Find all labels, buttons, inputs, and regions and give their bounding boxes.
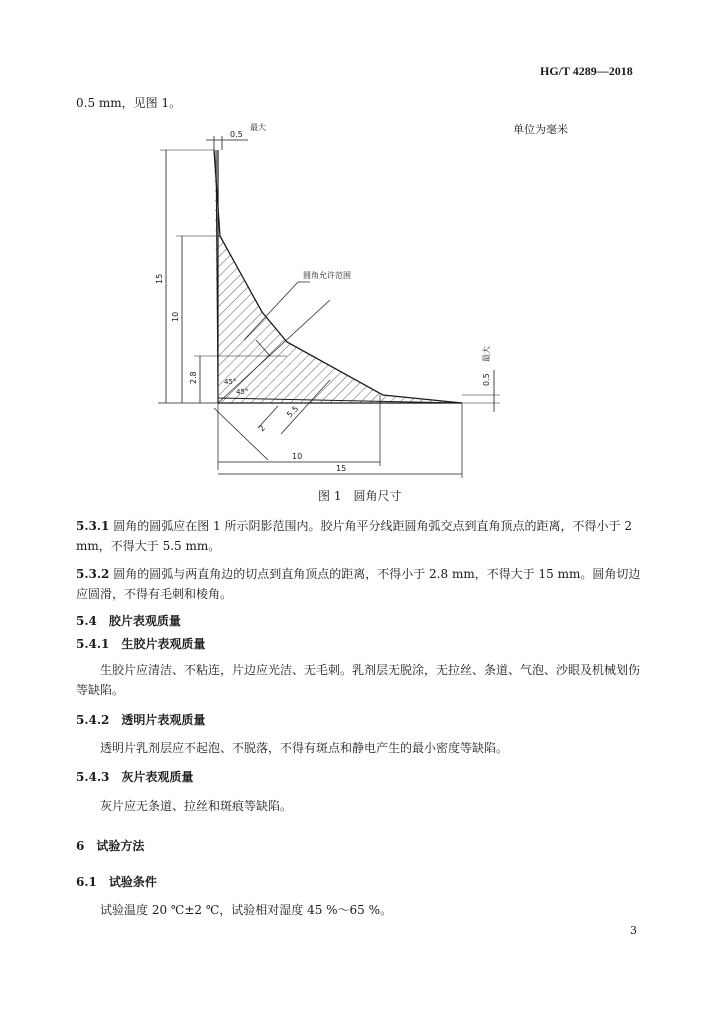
label-top-max: 最大 <box>250 123 266 132</box>
label-region: 圆角允许范围 <box>303 271 351 280</box>
heading-6: 6 试验方法 <box>76 839 145 853</box>
label-h10: 10 <box>171 311 180 322</box>
text-6-1: 试验温度 20 ℃±2 ℃，试验相对湿度 45 %～65 %。 <box>100 903 393 917</box>
text-5-4-1: 生胶片应清洁、不粘连，片边应光洁、无毛刺。乳剂层无脱涂，无拉丝、条道、气泡、沙眼及机械划伤等缺陷。 <box>76 663 641 697</box>
heading-5-4-3: 5.4.3 灰片表观质量 <box>76 770 194 784</box>
section-num-5-3-2: 5.3.2 <box>76 567 110 581</box>
heading-5-4-1: 5.4.1 生胶片表观质量 <box>76 637 206 651</box>
page-number: 3 <box>630 924 637 937</box>
label-h15: 15 <box>155 273 164 284</box>
unit-note: 单位为毫米 <box>513 123 568 136</box>
heading-6-1: 6.1 试验条件 <box>76 875 157 889</box>
section-5-3-1 <box>76 516 648 556</box>
document-code: HG/T 4289—2018 <box>540 64 633 78</box>
section-num-5-3-1: 5.3.1 <box>76 519 110 533</box>
section-5-3-2 <box>76 564 648 604</box>
label-angle-2: 45° <box>236 388 249 396</box>
heading-5-4: 5.4 胶片表观质量 <box>76 614 181 628</box>
intro-line: 0.5 mm，见图 1。 <box>76 96 182 110</box>
label-w10: 10 <box>292 452 303 461</box>
section-text-5-3-1: 圆角的圆弧应在图 1 所示阴影范围内。胶片角平分线距圆角弧交点到直角顶点的距离，不得小于 2 mm，不得大于 5.5 mm。 <box>76 519 632 553</box>
label-top-dim: 0.5 <box>230 130 243 139</box>
label-right-max: 最大 <box>482 346 491 362</box>
label-right-dim: 0.5 <box>482 373 491 386</box>
label-d2: 2 <box>257 423 268 434</box>
figure-caption: 图 1 圆角尺寸 <box>318 489 402 503</box>
label-w15: 15 <box>336 464 347 473</box>
text-5-4-2: 透明片乳剂层应不起泡、不脱落，不得有斑点和静电产生的最小密度等缺陷。 <box>100 741 509 755</box>
figure-rounded-corner-diagram <box>0 0 725 500</box>
text-5-4-3: 灰片应无条道、拉丝和斑痕等缺陷。 <box>100 799 293 813</box>
heading-5-4-2: 5.4.2 透明片表观质量 <box>76 713 206 727</box>
label-d5-5: 5.5 <box>285 404 301 420</box>
label-h2-8: 2.8 <box>189 371 198 384</box>
section-text-5-3-2: 圆角的圆弧与两直角边的切点到直角顶点的距离，不得小于 2.8 mm，不得大于 15 mm。圆角切边应圆滑，不得有毛刺和棱角。 <box>76 567 641 601</box>
label-angle-1: 45° <box>224 378 237 386</box>
